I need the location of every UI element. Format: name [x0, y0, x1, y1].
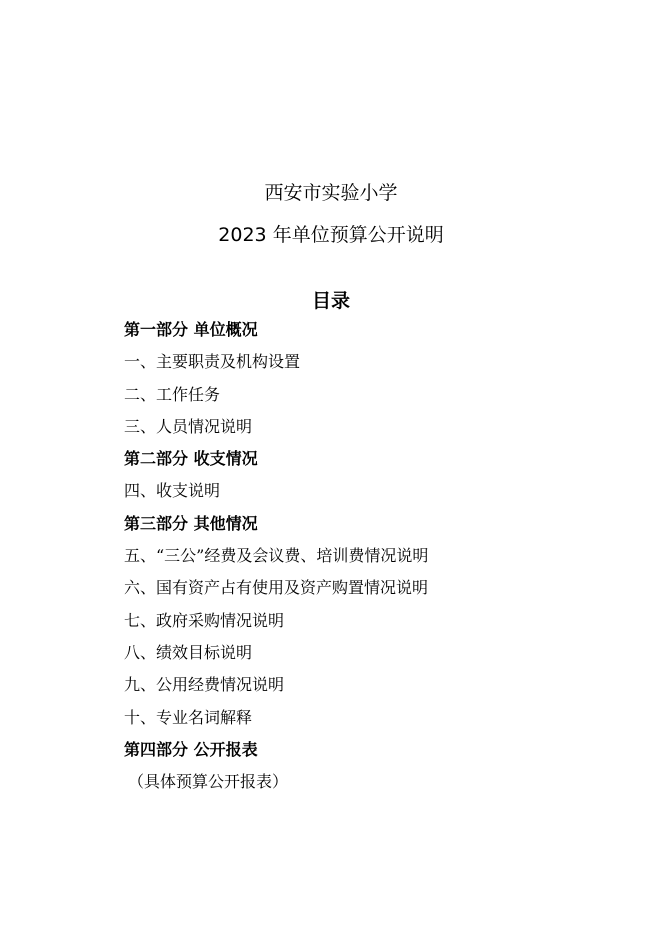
toc-part-heading: 第三部分 其他情况 — [124, 513, 258, 533]
table-of-contents — [124, 316, 624, 800]
org-name: 西安市实验小学 — [264, 182, 398, 204]
toc-item: 三、人员情况说明 — [124, 416, 253, 436]
toc-item: 四、收支说明 — [124, 481, 221, 501]
toc-item: 七、政府采购情况说明 — [124, 610, 285, 630]
toc-part-heading: 第四部分 公开报表 — [124, 739, 258, 759]
toc-item: 二、工作任务 — [124, 384, 221, 404]
toc-item: 五、“三公”经费及会议费、培训费情况说明 — [124, 546, 429, 566]
toc-item: 十、专业名词解释 — [124, 707, 253, 727]
toc-item: 一、主要职责及机构设置 — [124, 352, 301, 372]
toc-item: 六、国有资产占有使用及资产购置情况说明 — [124, 578, 429, 598]
document-title: 2023 年单位预算公开说明 — [218, 224, 444, 246]
toc-note: （具体预算公开报表） — [128, 772, 289, 792]
toc-part-heading: 第二部分 收支情况 — [124, 449, 258, 469]
toc-item: 九、公用经费情况说明 — [124, 675, 285, 695]
toc-part-heading: 第一部分 单位概况 — [124, 320, 258, 339]
toc-item: 八、绩效目标说明 — [124, 642, 253, 662]
toc-heading: 目录 — [311, 290, 350, 312]
